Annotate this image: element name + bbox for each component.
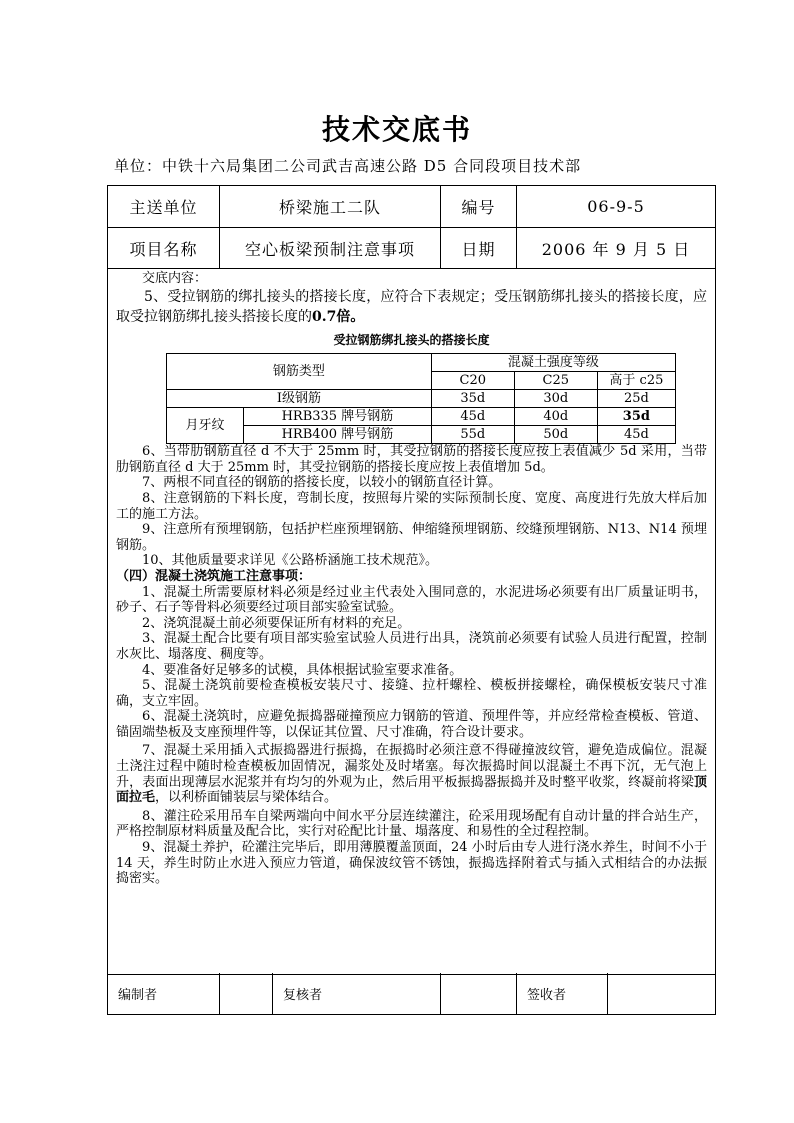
item-8: 8、注意钢筋的下料长度，弯制长度，按照每片梁的实际预制长度、宽度、高度进行先放大样后加工的施工方法。 [116,490,707,522]
row-hrb335-name: HRB335 牌号钢筋 [244,408,432,426]
table-cell: 25d [597,390,675,408]
table-cell: 55d [431,426,514,444]
item-5-ratio: 0.7倍。 [312,308,365,325]
project-label: 项目名称 [108,228,220,268]
table-cell: 45d [431,408,514,426]
number-value: 06-9-5 [587,197,645,216]
disclosure-content [108,269,715,975]
lap-table-title: 受拉钢筋绑扎接头的搭接长度 [333,332,490,347]
reviewer-label: 复核者 [273,973,441,1014]
col-c25: C25 [514,372,597,390]
number-label: 编号 [441,186,517,227]
col-above-c25: 高于 c25 [597,372,675,390]
content-label: 交底内容： [142,271,208,286]
concrete-item-5: 5、混凝土浇筑前要检查模板安装尺寸、接缝、拉杆螺栓、模板拼接螺栓，确保模板安装尺寸准确，支立牢固。 [116,678,707,709]
table-cell: 40d [514,408,597,426]
row-hrb400-name: HRB400 牌号钢筋 [244,426,432,444]
item-9: 9、注意所有预埋钢筋，包括护栏座预埋钢筋、伸缩缝预埋钢筋、绞缝预埋钢筋、N13、N14 预埋钢筋。 [116,522,707,553]
compiler-signature [220,973,273,1014]
reviewer-signature [441,973,517,1014]
section-4-heading: （四）混凝土浇筑施工注意事项： [116,568,312,584]
header-row-2 [108,228,715,269]
item-5-text: 5、受拉钢筋的绑扎接头的搭接长度，应符合下表规定；受压钢筋绑扎接头的搭接长度，应取受拉钢筋绑扎接头搭接长度的 [116,288,707,325]
recipient-label: 主送单位 [108,186,220,227]
concrete-item-4: 4、要准备好足够多的试模，具体根据试验室要求准备。 [142,662,463,678]
concrete-item-9: 9、混凝土养护，砼灌注完毕后，即用薄膜覆盖顶面，24 小时后由专人进行浇水养生，时间不小于 14 天，养生时防止水进入预应力管道，确保波纹管不锈蚀，振捣选择附着式与插入式相结合的办法振捣密实。 [116,840,707,887]
col-header-grade: 混凝土强度等级 [431,354,675,372]
item-7: 7、两根不同直径的钢筋的搭接长度，以较小的钢筋直径计算。 [142,475,502,491]
document-title: 技术交底书 [321,113,472,146]
table-cell: 35d [431,390,514,408]
table-cell: 45d [597,426,675,444]
header-row-1 [108,186,715,228]
concrete-item-8: 8、灌注砼采用吊车自梁两端向中间水平分层连续灌注，砼采用现场配有自动计量的拌合站生产，严格控制原材料质量及配合比，实行对砼配比计量、塌落度、和易性的全过程控制。 [116,808,707,840]
signature-row [108,973,715,1014]
compiler-label: 编制者 [108,973,220,1014]
table-cell: 30d [514,390,597,408]
col-c20: C20 [431,372,514,390]
recipient-value: 桥梁施工二队 [220,186,441,227]
col-header-type: 钢筋类型 [167,354,432,390]
date-value: 2006 年 9 月 5 日 [541,239,691,259]
item-10: 10、其他质量要求详见《公路桥涵施工技术规范》。 [142,553,439,569]
row-grade1-name: Ⅰ级钢筋 [167,390,432,408]
project-value: 空心板梁预制注意事项 [220,228,441,268]
concrete-item-1: 1、混凝土所需要原材料必须是经过业主代表处入围同意的，水泥进场必须要有出厂质量证明书，砂子、石子等骨料必须要经过项目部实验室试验。 [116,584,707,616]
date-label: 日期 [441,228,517,268]
concrete-item-3: 3、混凝土配合比要有项目部实验室试验人员进行出具，浇筑前必须要有试验人员进行配置，控制水灰比、塌落度、稠度等。 [116,631,707,662]
concrete-item-7-tail: ，以利桥面铺装层与梁体结合。 [155,790,338,806]
item-5 [116,287,707,327]
row-group-crescent: 月牙纹 [167,408,244,444]
concrete-item-7 [116,743,707,805]
concrete-item-6: 6、混凝土浇筑时，应避免振捣器碰撞预应力钢筋的管道、预埋件等，并应经常检查模板、管道、锚固端垫板及支座预埋件等，以保证其位置、尺寸准确，符合设计要求。 [116,709,707,740]
issuing-unit: 单位：中铁十六局集团二公司武吉高速公路 D5 合同段项目技术部 [114,157,582,175]
receiver-signature [608,973,715,1014]
concrete-item-7-emphasis: 顶面拉毛 [116,774,707,806]
table-cell: 50d [514,426,597,444]
disclosure-form [107,185,716,1015]
table-cell: 35d [597,408,675,426]
item-6: 6、当带肋钢筋直径 d 不大于 25mm 时，其受拉钢筋的搭接长度应按上表值减少 5d 采用，当带肋钢筋直径 d 大于 25mm 时，其受拉钢筋的搭接长度应按上表值增加 5d。 [116,444,707,475]
concrete-item-7-text: 7、混凝土采用插入式振捣器进行振捣，在振捣时必须注意不得碰撞波纹管，避免造成偏位。混凝土浇注过程中随时检查模板加固情况，漏浆处及时堵塞。每次振捣时间以混凝土不再下沉，无气泡上升，表面出现薄层水泥浆并有均匀的外观为止，然后用平板振捣器振捣并及时整平收浆，终凝前将梁 [116,743,707,790]
receiver-label: 签收者 [517,973,608,1014]
concrete-item-2: 2、浇筑混凝土前必须要保证所有材料的充足。 [142,615,411,631]
lap-length-table [166,353,676,444]
